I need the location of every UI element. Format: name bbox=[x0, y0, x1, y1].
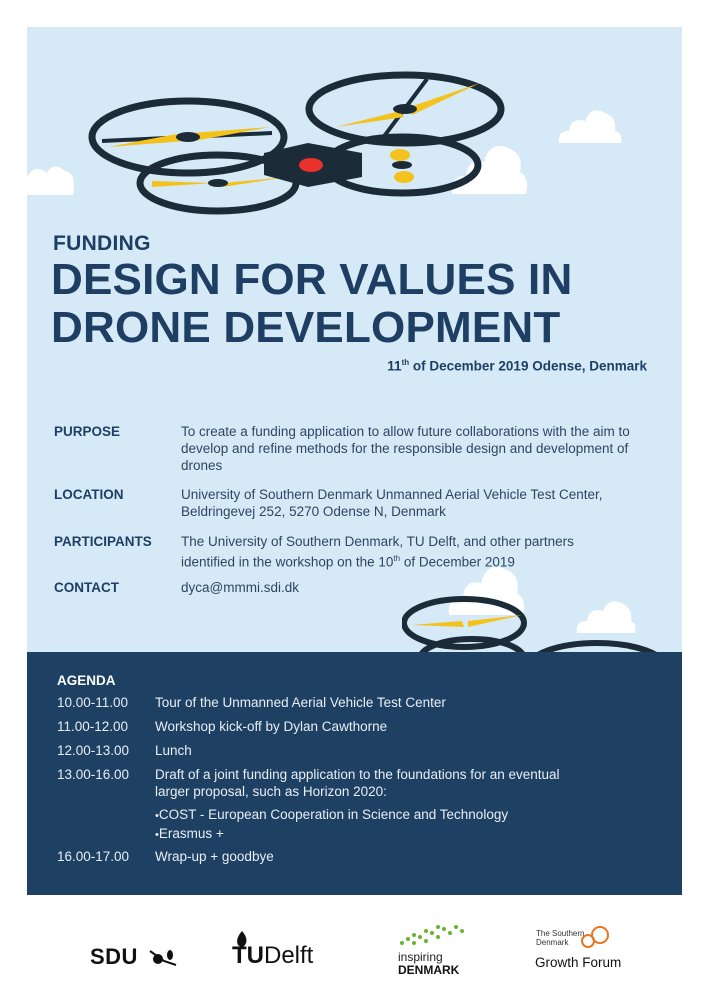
participants-text-end: of December 2019 bbox=[400, 554, 515, 570]
growth-forum-text: Growth Forum bbox=[535, 955, 622, 970]
contact-label: CONTACT bbox=[54, 580, 119, 595]
purpose-value: To create a funding application to allow future collaborations with the aim to develop and refine methods for the responsible design and development of drones bbox=[181, 424, 630, 473]
agenda-text: Workshop kick-off by Dylan Cawthorne bbox=[155, 719, 388, 734]
bullet-list bbox=[155, 806, 575, 844]
tudelft-text bbox=[232, 942, 313, 970]
agenda-time: 11.00-12.00 bbox=[57, 719, 129, 734]
partner-logos bbox=[0, 895, 709, 1002]
agenda-time: 16.00-17.00 bbox=[57, 849, 130, 864]
agenda-text: Wrap-up + goodbye bbox=[155, 849, 274, 864]
date-suffix: th bbox=[401, 358, 410, 367]
list-item: • Erasmus + bbox=[155, 825, 575, 844]
agenda-time: 12.00-13.00 bbox=[57, 743, 130, 758]
location-label: LOCATION bbox=[54, 487, 124, 502]
cloud-icon bbox=[557, 103, 623, 145]
contact-email[interactable]: dyca@mmmi.sdi.dk bbox=[181, 580, 299, 595]
growth-forum-small: The Southern Denmark bbox=[536, 929, 585, 947]
agenda-text: Draft of a joint funding application to the foundations for an eventual larger proposal, such as Horizon 2020: bbox=[155, 767, 560, 799]
location-value: University of Southern Denmark Unmanned Aerial Vehicle Test Center, Beldringevej 252, 5270 Odense N, Denmark bbox=[181, 487, 603, 519]
title-line-1: DESIGN FOR VALUES IN bbox=[51, 255, 573, 304]
tud-delft: Delft bbox=[264, 942, 314, 969]
dot-pattern-icon bbox=[398, 923, 468, 949]
poster bbox=[27, 27, 682, 895]
olive-branch-icon bbox=[148, 947, 178, 969]
cloud-icon bbox=[27, 157, 77, 197]
agenda-time: 13.00-16.00 bbox=[57, 767, 130, 782]
sdu-logo-text: SDU bbox=[90, 944, 138, 969]
agenda-section bbox=[27, 652, 682, 895]
funding-kicker: FUNDING bbox=[53, 232, 151, 255]
agenda-text: Lunch bbox=[155, 743, 192, 758]
title-line-2: DRONE DEVELOPMENT bbox=[51, 303, 561, 352]
agenda-title: AGENDA bbox=[57, 673, 116, 688]
date-rest: of December 2019 Odense, Denmark bbox=[409, 358, 647, 374]
participants-label: PARTICIPANTS bbox=[54, 534, 152, 549]
agenda-text: Tour of the Unmanned Aerial Vehicle Test Center bbox=[155, 695, 446, 710]
participants-text: The University of Southern Denmark, TU Delft, and other partners identified in the workshop on the 10 bbox=[181, 534, 574, 570]
tud-bold: TU bbox=[232, 942, 264, 969]
inspiring-text: inspiring bbox=[398, 950, 443, 964]
date-day: 11 bbox=[387, 358, 402, 374]
denmark-text: DENMARK bbox=[398, 963, 460, 977]
agenda-time: 10.00-11.00 bbox=[57, 695, 129, 710]
participants-value bbox=[181, 533, 631, 571]
drone-illustration bbox=[82, 49, 522, 229]
event-date bbox=[387, 358, 647, 374]
purpose-label: PURPOSE bbox=[54, 424, 121, 439]
circles-icon bbox=[580, 925, 610, 949]
participants-suffix: th bbox=[393, 554, 401, 563]
page-title bbox=[51, 256, 671, 352]
list-item: • COST - European Cooperation in Science and Technology bbox=[155, 806, 575, 825]
